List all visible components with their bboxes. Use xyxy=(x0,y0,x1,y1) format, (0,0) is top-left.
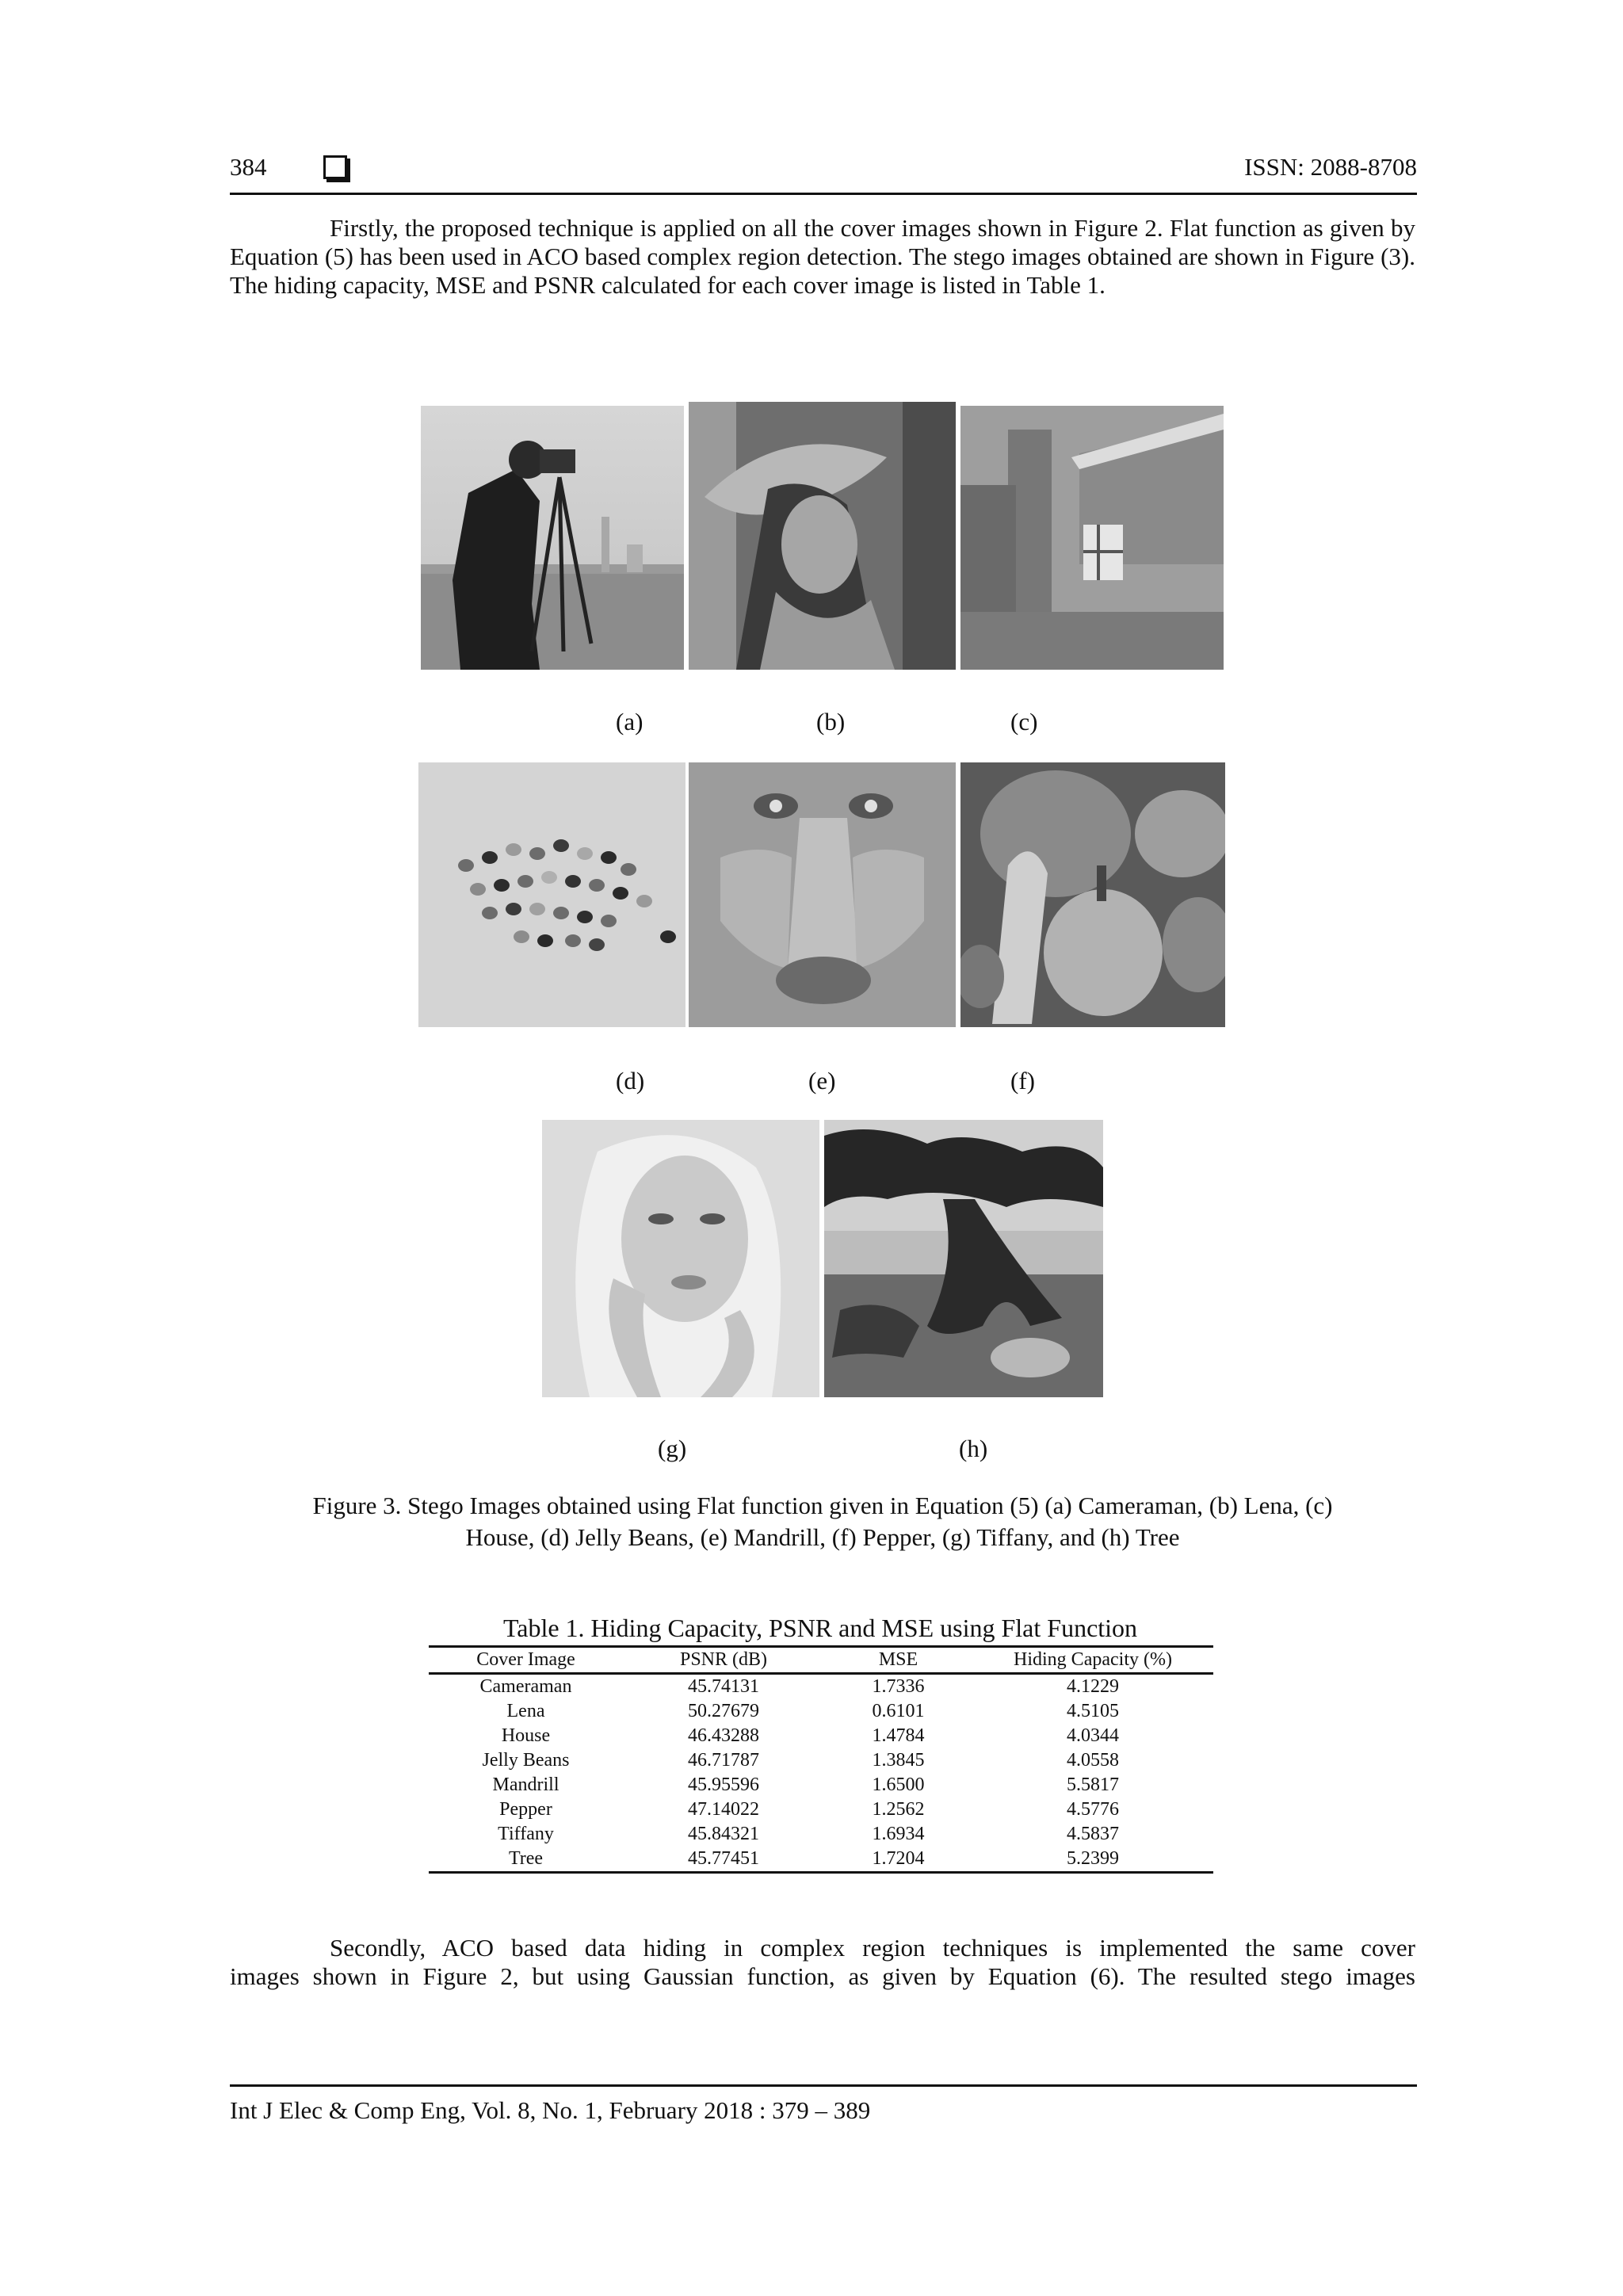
header-divider xyxy=(230,193,1417,195)
intro-paragraph xyxy=(230,214,1415,300)
table-title: Table 1. Hiding Capacity, PSNR and MSE using Flat Function xyxy=(502,1614,1138,1642)
table-row xyxy=(429,1699,1213,1724)
table-cell: 0.6101 xyxy=(872,1701,925,1721)
table-cell: 4.5837 xyxy=(1067,1824,1119,1844)
table-cell: 4.0344 xyxy=(1067,1725,1119,1746)
image-mandrill xyxy=(689,762,956,1027)
sublabel-h: (h) xyxy=(959,1435,988,1462)
table-row xyxy=(429,1797,1213,1822)
table-header-mse: MSE xyxy=(824,1647,972,1674)
figure-caption-line1: Figure 3. Stego Images obtained using Flat function given in Equation (5) (a) Cameraman, (b) Lena, (c) xyxy=(312,1492,1333,1519)
table-row xyxy=(429,1847,1213,1873)
table-cell: Lena xyxy=(506,1701,545,1721)
table-cell: Mandrill xyxy=(492,1775,559,1795)
table-cell: 45.95596 xyxy=(688,1775,759,1795)
table-row xyxy=(429,1822,1213,1847)
image-cameraman xyxy=(421,406,684,670)
intro-text: Firstly, the proposed technique is applied on all the cover images shown in Figure 2. Flat function as given by Equation (5) has been used in ACO based complex region detection. The stego images obtained are shown in Figure (3). The hiding capacity, MSE and PSNR calculated for each cover image is listed in Table 1. xyxy=(230,214,1415,299)
page-number: 384 xyxy=(230,153,267,181)
figure-caption-line2: House, (d) Jelly Beans, (e) Mandrill, (f) Pepper, (g) Tiffany, and (h) Tree xyxy=(465,1523,1180,1551)
table-row xyxy=(429,1674,1213,1700)
table-cell: Tree xyxy=(429,1847,623,1873)
second-paragraph-line1: Secondly, ACO based data hiding in complex region techniques is implemented the same cover xyxy=(330,1934,1415,1962)
sublabel-g: (g) xyxy=(658,1435,687,1462)
footer-divider xyxy=(230,2084,1417,2087)
table-cell: 46.71787 xyxy=(688,1750,759,1771)
table-cell: 1.4784 xyxy=(872,1725,925,1746)
table-cell: 47.14022 xyxy=(688,1799,759,1820)
figure-caption xyxy=(230,1490,1415,1553)
footer-citation: Int J Elec & Comp Eng, Vol. 8, No. 1, February 2018 : 379 – 389 xyxy=(230,2096,871,2124)
table-cell: 1.3845 xyxy=(872,1750,925,1771)
second-paragraph-line2: images shown in Figure 2, but using Gaussian function, as given by Equation (6). The resulted stego images xyxy=(230,1962,1415,1990)
table-cell: 4.5776 xyxy=(1067,1799,1119,1820)
table-cell: 5.2399 xyxy=(972,1847,1213,1873)
sublabel-a: (a) xyxy=(616,708,643,735)
table-header-row xyxy=(429,1647,1213,1674)
results-table xyxy=(429,1645,1213,1874)
table-cell: 1.6934 xyxy=(872,1824,925,1844)
image-tree xyxy=(824,1120,1103,1397)
table-cell: 4.0558 xyxy=(1067,1750,1119,1771)
sublabel-c: (c) xyxy=(1010,708,1038,735)
table-cell: 1.7336 xyxy=(872,1676,925,1697)
table-header-hiding-capacity: Hiding Capacity (%) xyxy=(972,1647,1213,1674)
table-cell: 1.6500 xyxy=(872,1775,925,1795)
table-cell: 45.77451 xyxy=(623,1847,824,1873)
image-house xyxy=(960,406,1224,670)
table-cell: 46.43288 xyxy=(688,1725,759,1746)
table-header-psnr: PSNR (dB) xyxy=(623,1647,824,1674)
table-header-cover-image: Cover Image xyxy=(429,1647,623,1674)
image-pepper xyxy=(960,762,1225,1027)
table-row xyxy=(429,1724,1213,1748)
square-bullet-icon xyxy=(323,155,347,179)
table-cell: 1.7204 xyxy=(824,1847,972,1873)
image-jelly-beans xyxy=(418,762,685,1027)
sublabel-f: (f) xyxy=(1010,1067,1035,1095)
sublabel-e: (e) xyxy=(808,1067,836,1095)
table-cell: 45.74131 xyxy=(688,1676,759,1697)
table-cell: 1.2562 xyxy=(872,1799,925,1820)
table-cell: Pepper xyxy=(499,1799,552,1820)
table-cell: House xyxy=(501,1725,551,1746)
table-row xyxy=(429,1748,1213,1773)
table-cell: 4.5105 xyxy=(1067,1701,1119,1721)
table-cell: Cameraman xyxy=(479,1676,572,1697)
second-paragraph xyxy=(230,1934,1415,1991)
table-row xyxy=(429,1773,1213,1797)
table-cell: Jelly Beans xyxy=(482,1750,570,1771)
sublabel-b: (b) xyxy=(816,708,846,735)
image-tiffany xyxy=(542,1120,819,1397)
table-cell: Tiffany xyxy=(498,1824,554,1844)
table-cell: 45.84321 xyxy=(688,1824,759,1844)
table-cell: 4.1229 xyxy=(1067,1676,1119,1697)
sublabel-d: (d) xyxy=(616,1067,645,1095)
table-cell: 50.27679 xyxy=(688,1701,759,1721)
issn: ISSN: 2088-8708 xyxy=(1244,153,1417,181)
image-lena xyxy=(689,402,956,670)
table-cell: 5.5817 xyxy=(1067,1775,1119,1795)
